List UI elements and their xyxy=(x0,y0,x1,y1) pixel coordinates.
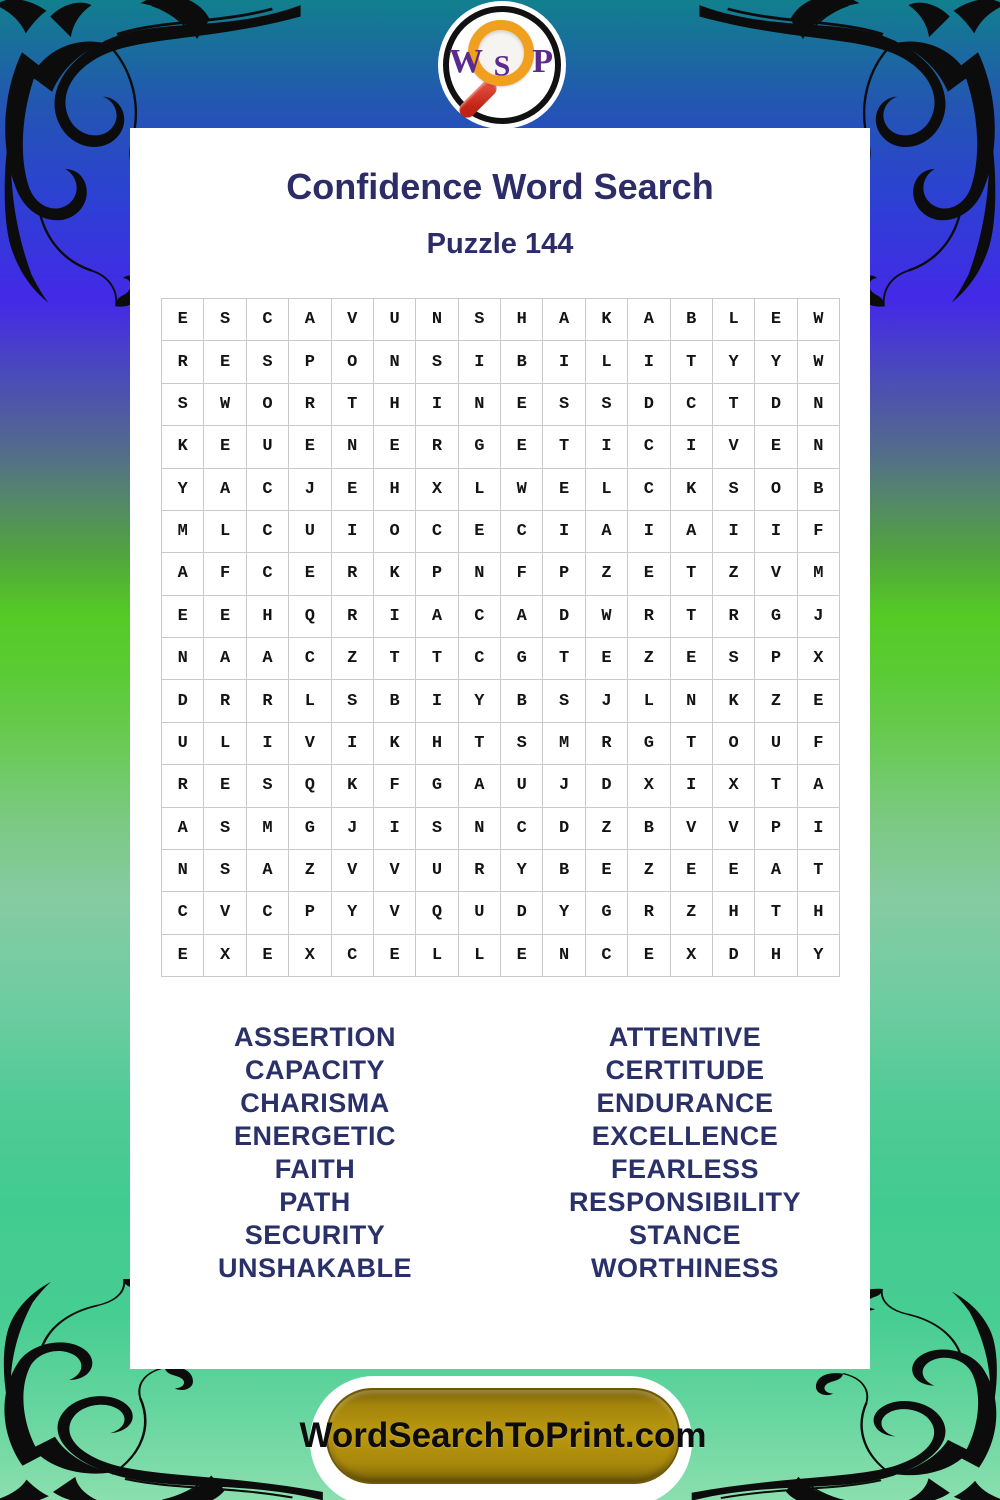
grid-cell: B xyxy=(628,808,670,850)
grid-cell: Y xyxy=(713,341,755,383)
grid-cell: T xyxy=(374,638,416,680)
word-item: CERTITUDE xyxy=(605,1055,765,1085)
grid-cell: I xyxy=(628,341,670,383)
grid-cell: C xyxy=(459,596,501,638)
grid-cell: R xyxy=(586,723,628,765)
puzzle-title: Confidence Word Search xyxy=(286,166,714,207)
grid-cell: J xyxy=(289,469,331,511)
grid-cell: B xyxy=(798,469,840,511)
grid-cell: I xyxy=(416,680,458,722)
grid-cell: K xyxy=(332,765,374,807)
grid-cell: A xyxy=(162,808,204,850)
grid-cell: A xyxy=(289,299,331,341)
grid-cell: E xyxy=(162,299,204,341)
grid-cell: X xyxy=(416,469,458,511)
grid-cell: E xyxy=(501,384,543,426)
grid-cell: E xyxy=(501,426,543,468)
grid-cell: O xyxy=(332,341,374,383)
grid-cell: D xyxy=(755,384,797,426)
grid-cell: Z xyxy=(586,808,628,850)
grid-cell: I xyxy=(543,341,585,383)
grid-cell: L xyxy=(713,299,755,341)
grid-cell: T xyxy=(671,596,713,638)
grid-cell: O xyxy=(247,384,289,426)
grid-cell: S xyxy=(332,680,374,722)
grid-cell: I xyxy=(586,426,628,468)
grid-cell: R xyxy=(247,680,289,722)
grid-cell: S xyxy=(713,638,755,680)
grid-cell: V xyxy=(332,850,374,892)
grid-cell: E xyxy=(713,850,755,892)
grid-cell: A xyxy=(162,553,204,595)
grid-cell: V xyxy=(332,299,374,341)
grid-cell: P xyxy=(755,638,797,680)
grid-cell: E xyxy=(289,553,331,595)
grid-cell: C xyxy=(247,553,289,595)
grid-cell: C xyxy=(416,511,458,553)
grid-cell: C xyxy=(247,299,289,341)
word-item: ENDURANCE xyxy=(596,1088,774,1118)
grid-cell: S xyxy=(459,299,501,341)
grid-cell: E xyxy=(204,765,246,807)
grid-cell: M xyxy=(247,808,289,850)
word-item: FEARLESS xyxy=(610,1154,760,1184)
grid-cell: R xyxy=(162,765,204,807)
word-list xyxy=(130,1021,870,1285)
grid-cell: N xyxy=(374,341,416,383)
grid-cell: V xyxy=(713,426,755,468)
word-item: EXCELLENCE xyxy=(591,1121,779,1151)
grid-cell: Z xyxy=(628,850,670,892)
grid-cell: E xyxy=(459,511,501,553)
word-item: SECURITY xyxy=(244,1220,386,1250)
grid-cell: T xyxy=(671,341,713,383)
word-item: FAITH xyxy=(274,1154,356,1184)
word-list-col1 xyxy=(130,1021,500,1285)
grid-cell: C xyxy=(501,808,543,850)
grid-cell: S xyxy=(543,384,585,426)
grid-cell: R xyxy=(459,850,501,892)
grid-cell: N xyxy=(798,426,840,468)
grid-cell: I xyxy=(671,765,713,807)
grid-cell: I xyxy=(628,511,670,553)
grid-cell: G xyxy=(501,638,543,680)
grid-cell: Y xyxy=(501,850,543,892)
grid-cell: L xyxy=(459,469,501,511)
grid-cell: E xyxy=(374,935,416,977)
grid-cell: C xyxy=(289,638,331,680)
grid-cell: E xyxy=(671,638,713,680)
site-link-button[interactable] xyxy=(299,1388,707,1484)
grid-cell: W xyxy=(204,384,246,426)
grid-cell: S xyxy=(204,850,246,892)
grid-cell: R xyxy=(332,553,374,595)
grid-cell: I xyxy=(332,511,374,553)
grid-cell: T xyxy=(416,638,458,680)
grid-cell: U xyxy=(247,426,289,468)
grid-cell: C xyxy=(247,511,289,553)
word-item: ATTENTIVE xyxy=(608,1022,762,1052)
grid-cell: E xyxy=(374,426,416,468)
grid-cell: R xyxy=(204,680,246,722)
grid-cell: C xyxy=(247,892,289,934)
grid-cell: A xyxy=(204,638,246,680)
grid-cell: V xyxy=(713,808,755,850)
grid-cell: U xyxy=(162,723,204,765)
grid-cell: K xyxy=(374,553,416,595)
grid-cell: D xyxy=(543,808,585,850)
grid-cell: S xyxy=(713,469,755,511)
grid-cell: W xyxy=(798,299,840,341)
grid-cell: H xyxy=(374,384,416,426)
grid-cell: G xyxy=(755,596,797,638)
grid-cell: Z xyxy=(713,553,755,595)
grid-cell: L xyxy=(416,935,458,977)
puzzle-card xyxy=(130,128,870,1369)
word-item: PATH xyxy=(279,1187,351,1217)
grid-cell: P xyxy=(289,892,331,934)
grid-cell: I xyxy=(755,511,797,553)
logo-letter-w: W xyxy=(449,43,483,80)
grid-cell: L xyxy=(628,680,670,722)
grid-cell: F xyxy=(798,511,840,553)
grid-cell: Z xyxy=(755,680,797,722)
grid-cell: R xyxy=(332,596,374,638)
logo-letter-p: P xyxy=(532,43,553,80)
word-item: ENERGETIC xyxy=(233,1121,397,1151)
logo-letter-s: S xyxy=(493,49,511,83)
grid-cell: V xyxy=(204,892,246,934)
grid-cell: A xyxy=(628,299,670,341)
grid-cell: H xyxy=(501,299,543,341)
grid-cell: S xyxy=(204,808,246,850)
word-list-col2 xyxy=(500,1021,870,1285)
grid-cell: K xyxy=(586,299,628,341)
grid-cell: P xyxy=(289,341,331,383)
grid-cell: F xyxy=(798,723,840,765)
grid-cell: L xyxy=(204,511,246,553)
grid-cell: N xyxy=(459,808,501,850)
puzzle-grid xyxy=(161,298,840,977)
grid-cell: N xyxy=(459,553,501,595)
grid-cell: Y xyxy=(332,892,374,934)
grid-cell: X xyxy=(798,638,840,680)
grid-cell: R xyxy=(713,596,755,638)
grid-cell: S xyxy=(543,680,585,722)
grid-cell: J xyxy=(586,680,628,722)
grid-cell: V xyxy=(374,850,416,892)
grid-cell: L xyxy=(459,935,501,977)
word-item: WORTHINESS xyxy=(590,1253,779,1283)
grid-cell: E xyxy=(755,426,797,468)
grid-cell: D xyxy=(713,935,755,977)
grid-cell: K xyxy=(162,426,204,468)
grid-cell: A xyxy=(204,469,246,511)
grid-cell: E xyxy=(543,469,585,511)
grid-cell: O xyxy=(755,469,797,511)
grid-cell: A xyxy=(586,511,628,553)
grid-cell: L xyxy=(586,469,628,511)
grid-cell: G xyxy=(628,723,670,765)
grid-cell: H xyxy=(416,723,458,765)
grid-cell: E xyxy=(671,850,713,892)
grid-cell: E xyxy=(162,596,204,638)
grid-cell: C xyxy=(586,935,628,977)
grid-cell: V xyxy=(374,892,416,934)
grid-cell: I xyxy=(713,511,755,553)
grid-cell: K xyxy=(671,469,713,511)
grid-cell: E xyxy=(628,935,670,977)
grid-cell: S xyxy=(247,765,289,807)
grid-cell: M xyxy=(798,553,840,595)
grid-cell: Q xyxy=(416,892,458,934)
grid-cell: T xyxy=(332,384,374,426)
grid-cell: R xyxy=(416,426,458,468)
grid-cell: L xyxy=(289,680,331,722)
grid-cell: B xyxy=(501,341,543,383)
grid-cell: I xyxy=(459,341,501,383)
grid-cell: W xyxy=(798,341,840,383)
grid-cell: E xyxy=(501,935,543,977)
grid-cell: A xyxy=(543,299,585,341)
grid-cell: S xyxy=(416,808,458,850)
word-item: UNSHAKABLE xyxy=(218,1253,412,1283)
grid-cell: G xyxy=(416,765,458,807)
grid-cell: A xyxy=(416,596,458,638)
grid-cell: T xyxy=(755,765,797,807)
grid-cell: H xyxy=(374,469,416,511)
grid-cell: J xyxy=(798,596,840,638)
site-link-label: WordSearchToPrint.com xyxy=(299,1416,707,1455)
grid-cell: E xyxy=(586,850,628,892)
grid-cell: E xyxy=(755,299,797,341)
grid-cell: Q xyxy=(289,765,331,807)
grid-cell: M xyxy=(162,511,204,553)
grid-cell: Z xyxy=(332,638,374,680)
grid-cell: I xyxy=(416,384,458,426)
word-item: STANCE xyxy=(628,1220,741,1250)
grid-cell: G xyxy=(289,808,331,850)
grid-cell: E xyxy=(162,935,204,977)
grid-cell: V xyxy=(671,808,713,850)
grid-cell: T xyxy=(755,892,797,934)
word-item: RESPONSIBILITY xyxy=(568,1187,802,1217)
grid-cell: Y xyxy=(459,680,501,722)
grid-cell: A xyxy=(247,850,289,892)
grid-cell: R xyxy=(289,384,331,426)
grid-cell: T xyxy=(798,850,840,892)
grid-cell: V xyxy=(289,723,331,765)
grid-cell: D xyxy=(543,596,585,638)
grid-cell: U xyxy=(501,765,543,807)
grid-cell: W xyxy=(586,596,628,638)
grid-cell: R xyxy=(162,341,204,383)
grid-cell: H xyxy=(247,596,289,638)
grid-cell: T xyxy=(459,723,501,765)
grid-cell: I xyxy=(247,723,289,765)
grid-cell: I xyxy=(374,808,416,850)
grid-cell: Y xyxy=(543,892,585,934)
grid-cell: B xyxy=(501,680,543,722)
grid-cell: T xyxy=(543,638,585,680)
grid-cell: E xyxy=(798,680,840,722)
grid-cell: C xyxy=(162,892,204,934)
grid-cell: X xyxy=(628,765,670,807)
grid-cell: Z xyxy=(671,892,713,934)
grid-cell: S xyxy=(204,299,246,341)
grid-cell: C xyxy=(671,384,713,426)
grid-cell: Y xyxy=(162,469,204,511)
grid-cell: J xyxy=(332,808,374,850)
grid-cell: N xyxy=(459,384,501,426)
grid-cell: R xyxy=(628,892,670,934)
grid-cell: D xyxy=(586,765,628,807)
grid-cell: A xyxy=(755,850,797,892)
grid-cell: B xyxy=(671,299,713,341)
grid-cell: Z xyxy=(586,553,628,595)
grid-cell: S xyxy=(247,341,289,383)
grid-cell: Z xyxy=(289,850,331,892)
grid-cell: I xyxy=(374,596,416,638)
grid-cell: T xyxy=(671,723,713,765)
grid-cell: C xyxy=(247,469,289,511)
grid-cell: K xyxy=(374,723,416,765)
grid-cell: T xyxy=(713,384,755,426)
grid-cell: C xyxy=(628,469,670,511)
word-item: ASSERTION xyxy=(233,1022,397,1052)
grid-cell: I xyxy=(671,426,713,468)
grid-cell: P xyxy=(416,553,458,595)
grid-cell: N xyxy=(332,426,374,468)
grid-cell: E xyxy=(204,596,246,638)
grid-cell: A xyxy=(798,765,840,807)
grid-cell: D xyxy=(628,384,670,426)
grid-cell: O xyxy=(713,723,755,765)
grid-cell: T xyxy=(543,426,585,468)
grid-cell: C xyxy=(501,511,543,553)
grid-cell: X xyxy=(289,935,331,977)
grid-cell: F xyxy=(501,553,543,595)
grid-cell: A xyxy=(501,596,543,638)
grid-cell: E xyxy=(332,469,374,511)
grid-cell: C xyxy=(459,638,501,680)
grid-cell: X xyxy=(671,935,713,977)
grid-cell: X xyxy=(204,935,246,977)
grid-cell: U xyxy=(374,299,416,341)
grid-cell: D xyxy=(501,892,543,934)
grid-cell: S xyxy=(416,341,458,383)
grid-cell: H xyxy=(713,892,755,934)
grid-cell: H xyxy=(755,935,797,977)
grid-cell: U xyxy=(416,850,458,892)
grid-cell: Z xyxy=(628,638,670,680)
grid-cell: C xyxy=(332,935,374,977)
grid-cell: W xyxy=(501,469,543,511)
grid-cell: A xyxy=(247,638,289,680)
grid-cell: F xyxy=(374,765,416,807)
grid-cell: N xyxy=(671,680,713,722)
grid-cell: E xyxy=(586,638,628,680)
grid-cell: N xyxy=(416,299,458,341)
grid-cell: B xyxy=(374,680,416,722)
grid-cell: P xyxy=(543,553,585,595)
grid-cell: B xyxy=(543,850,585,892)
grid-cell: E xyxy=(204,341,246,383)
grid-cell: G xyxy=(586,892,628,934)
grid-cell: Q xyxy=(289,596,331,638)
grid-cell: X xyxy=(713,765,755,807)
grid-cell: G xyxy=(459,426,501,468)
grid-cell: A xyxy=(459,765,501,807)
grid-cell: U xyxy=(459,892,501,934)
grid-cell: N xyxy=(162,850,204,892)
grid-cell: C xyxy=(628,426,670,468)
grid-cell: U xyxy=(755,723,797,765)
word-item: CHARISMA xyxy=(240,1088,390,1118)
grid-cell: N xyxy=(798,384,840,426)
word-item: CAPACITY xyxy=(244,1055,385,1085)
grid-cell: E xyxy=(289,426,331,468)
grid-cell: R xyxy=(628,596,670,638)
grid-cell: Y xyxy=(798,935,840,977)
grid-cell: A xyxy=(671,511,713,553)
grid-cell: F xyxy=(204,553,246,595)
grid-cell: L xyxy=(204,723,246,765)
grid-cell: J xyxy=(543,765,585,807)
grid-cell: L xyxy=(586,341,628,383)
grid-cell: E xyxy=(204,426,246,468)
grid-cell: E xyxy=(247,935,289,977)
grid-cell: V xyxy=(755,553,797,595)
grid-cell: S xyxy=(586,384,628,426)
wsp-logo[interactable] xyxy=(440,6,564,130)
grid-cell: D xyxy=(162,680,204,722)
grid-cell: N xyxy=(162,638,204,680)
grid-cell: O xyxy=(374,511,416,553)
grid-cell: P xyxy=(755,808,797,850)
grid-cell: I xyxy=(798,808,840,850)
grid-cell: S xyxy=(501,723,543,765)
grid-cell: K xyxy=(713,680,755,722)
grid-cell: U xyxy=(289,511,331,553)
grid-cell: N xyxy=(543,935,585,977)
grid-cell: I xyxy=(543,511,585,553)
grid-cell: H xyxy=(798,892,840,934)
grid-cell: S xyxy=(162,384,204,426)
grid-cell: Y xyxy=(755,341,797,383)
grid-cell: E xyxy=(628,553,670,595)
puzzle-number: Puzzle 144 xyxy=(426,228,574,260)
grid-cell: T xyxy=(671,553,713,595)
grid-cell: I xyxy=(332,723,374,765)
grid-cell: M xyxy=(543,723,585,765)
